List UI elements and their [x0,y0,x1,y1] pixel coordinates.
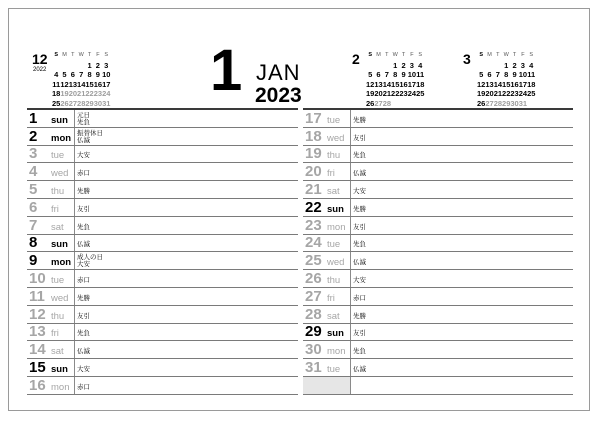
day-of-week: sun [327,203,344,215]
day-row[interactable] [27,128,298,146]
rokuyo-label: 赤口 [77,170,90,178]
day-number: 14 [29,341,46,359]
day-of-week: wed [51,168,69,180]
row-divider [74,110,75,127]
day-row[interactable] [303,146,573,164]
day-of-week: sat [327,310,340,322]
day-number: 30 [305,341,322,359]
day-row[interactable] [303,324,573,342]
mini-day: 14 [382,79,392,89]
mini-day: 4 [529,60,534,70]
day-of-week: sun [327,328,344,340]
mini-day: 1 [504,60,509,70]
day-of-week: fri [327,168,335,180]
mini-day: 15 [502,79,511,89]
mini-day: 15 [391,79,400,89]
mini-day [374,61,382,71]
day-number: 27 [305,287,322,305]
day-row[interactable] [303,181,573,199]
mini-day: 21 [493,89,503,99]
day-row[interactable] [303,270,573,288]
mini-day: 7 [495,70,500,80]
day-row[interactable] [303,217,573,235]
rokuyo-label: 友引 [353,330,366,338]
rokuyo-label: 仏滅 [77,136,90,144]
day-of-week: sat [327,185,340,197]
mini-weekday-header: M [62,52,67,58]
row-divider [74,199,75,216]
row-divider [350,163,351,180]
mini-day: 13 [485,79,494,89]
row-divider [350,128,351,145]
mini-weekday-header: M [376,52,381,58]
day-row[interactable] [27,270,298,288]
rokuyo-label: 赤口 [77,383,90,391]
day-row[interactable] [303,306,573,324]
rokuyo-label: 先負 [353,152,366,160]
mini-day: 9 [95,70,100,80]
day-number: 9 [29,252,38,270]
rokuyo-label: 大安 [77,152,90,160]
rokuyo-label: 赤口 [77,276,90,284]
mini-day: 29 [502,98,511,108]
mini-day: 31 [102,98,111,108]
day-row[interactable] [27,235,298,253]
day-number: 24 [305,234,322,252]
mini-day: 2 [95,60,100,70]
mini-grid [52,51,110,109]
day-of-week: wed [51,292,69,304]
rokuyo-label: 仏滅 [353,259,366,267]
row-divider [350,377,351,394]
mini-weekday-header: W [503,52,509,58]
mini-day: 3 [520,60,525,70]
row-divider [350,181,351,198]
day-number: 12 [29,305,46,323]
day-of-week: mon [327,221,346,233]
mini-day: 15 [85,79,94,89]
mini-day: 10 [102,70,111,80]
day-of-week: sun [51,239,68,251]
rokuyo-label: 友引 [353,134,366,142]
mini-day: 14 [77,79,86,89]
mini-day: 9 [401,70,406,80]
mini-day [366,61,374,71]
mini-day: 18 [416,79,425,89]
row-divider [350,341,351,358]
mini-day: 28 [77,98,86,108]
mini-day: 27 [485,98,494,108]
mini-day: 21 [77,89,86,99]
mini-weekday-header: S [529,52,534,58]
mini-day: 17 [102,79,111,89]
rokuyo-label: 先勝 [353,205,366,213]
mini-day: 10 [407,70,417,80]
day-row[interactable] [27,341,298,359]
day-of-week: thu [51,310,65,322]
row-divider [74,341,75,358]
row-divider [350,306,351,323]
mini-weekday-header: S [479,52,483,58]
mini-day: 8 [87,70,92,80]
day-row[interactable] [303,235,573,253]
day-row[interactable] [27,288,298,306]
mini-weekday-header: S [368,52,372,58]
mini-day: 17 [518,79,528,89]
row-divider [350,110,351,127]
mini-day: 25 [527,89,536,99]
mini-weekday-header: W [78,52,84,58]
day-number: 13 [29,323,46,341]
day-number: 23 [305,216,322,234]
mini-day: 12 [477,79,486,89]
mini-day: 25 [52,98,61,108]
holiday-label: 成人の日 [77,254,103,262]
rokuyo-label: 先勝 [353,312,366,320]
mini-day [477,61,485,71]
mini-day: 9 [512,70,517,80]
day-row[interactable] [303,341,573,359]
day-row[interactable] [303,199,573,217]
rokuyo-label: 先勝 [77,187,90,195]
rokuyo-label: 赤口 [353,294,366,302]
rokuyo-label: 先勝 [353,116,366,124]
row-divider [74,306,75,323]
mini-day: 30 [510,98,519,108]
day-number: 5 [29,180,38,198]
mini-day: 19 [60,89,69,99]
mini-day: 26 [477,98,486,108]
day-of-week: mon [51,257,72,269]
mini-day: 16 [510,79,519,89]
day-row[interactable] [27,377,298,395]
day-number: 7 [29,216,38,234]
row-divider [74,146,75,163]
rokuyo-label: 仏滅 [77,241,90,249]
mini-grid [366,51,424,109]
mini-day: 14 [493,79,503,89]
rokuyo-label: 大安 [77,261,90,269]
mini-day: 7 [384,70,389,80]
mini-day: 19 [477,89,486,99]
mini-day: 30 [93,98,103,108]
row-divider [74,324,75,341]
rokuyo-label: 大安 [353,276,366,284]
day-row[interactable] [303,110,573,128]
mini-weekday-header: F [410,52,414,58]
mini-day: 16 [93,79,103,89]
day-row[interactable] [303,377,573,395]
mini-day: 27 [374,98,383,108]
row-divider [74,252,75,269]
mini-day: 24 [407,89,417,99]
mini-grid [477,51,535,109]
day-number: 19 [305,145,322,163]
row-divider [74,270,75,287]
mini-day: 8 [393,70,398,80]
mini-weekday-header: S [54,52,58,58]
day-number: 15 [29,358,46,376]
mini-day [69,61,77,71]
day-number: 22 [305,198,322,216]
row-divider [74,377,75,394]
mini-day [485,61,493,71]
day-number: 8 [29,234,38,252]
day-of-week: thu [327,150,341,162]
day-of-week: fri [327,292,335,304]
mini-day: 4 [54,70,59,80]
day-of-week: tue [327,363,341,375]
holiday-label: 元日 [77,112,90,119]
day-number: 4 [29,163,38,181]
mini-weekday-header: F [521,52,525,58]
day-number: 21 [305,180,322,198]
row-divider [350,288,351,305]
mini-weekday-header: T [87,52,92,58]
mini-day [52,61,60,71]
day-of-week: thu [51,185,65,197]
mini-day [494,61,502,71]
day-row[interactable] [27,359,298,377]
rokuyo-label: 先負 [353,348,366,356]
mini-weekday-header: F [96,52,100,58]
mini-day: 6 [376,70,381,80]
mini-day: 2 [512,60,517,70]
row-divider [74,235,75,252]
row-divider [74,359,75,376]
day-of-week: mon [51,132,72,144]
mini-day: 8 [504,70,509,80]
day-row[interactable] [27,217,298,235]
month-name: JAN [256,60,301,85]
mini-day: 12 [60,79,69,89]
mini-day: 19 [366,89,375,99]
day-of-week: tue [327,239,341,251]
day-row[interactable] [27,163,298,181]
day-row[interactable] [303,288,573,306]
day-number: 17 [305,109,322,127]
mini-day: 5 [62,70,67,80]
day-number: 26 [305,269,322,287]
row-divider [350,252,351,269]
row-divider [74,163,75,180]
mini-day: 1 [87,60,92,70]
mini-day: 26 [60,98,69,108]
month-number: 1 [210,38,243,103]
row-divider [74,217,75,234]
mini-day: 22 [391,89,400,99]
mini-day: 7 [79,70,84,80]
day-of-week: fri [51,203,59,215]
mini-month-number: 12 [32,51,48,67]
day-row[interactable] [303,128,573,146]
day-number: 10 [29,269,46,287]
mini-month-number: 2 [352,51,360,67]
blank-cell [303,377,350,394]
rokuyo-label: 仏滅 [353,170,366,178]
day-number: 2 [29,127,38,145]
mini-day: 26 [366,98,375,108]
rokuyo-label: 先負 [77,119,90,126]
day-number: 18 [305,127,322,145]
day-row[interactable] [27,324,298,342]
row-divider [74,181,75,198]
mini-weekday-header: W [392,52,398,58]
rokuyo-label: 大安 [77,365,90,373]
rokuyo-label: 先負 [77,223,90,231]
mini-day: 27 [68,98,78,108]
day-number: 3 [29,145,38,163]
day-row[interactable] [303,252,573,270]
rokuyo-label: 先勝 [77,294,90,302]
mini-weekday-header: T [512,52,517,58]
day-number: 31 [305,358,322,376]
row-divider [74,128,75,145]
rokuyo-label: 仏滅 [77,348,90,356]
row-divider [350,235,351,252]
day-of-week: wed [327,257,345,269]
rokuyo-label: 友引 [77,205,90,213]
mini-day: 2 [401,60,406,70]
mini-month-number: 3 [463,51,471,67]
day-number: 11 [29,287,45,305]
mini-day: 10 [518,70,528,80]
day-of-week: mon [327,346,346,358]
day-row[interactable] [303,163,573,181]
mini-day: 28 [382,98,392,108]
mini-day: 11 [527,70,536,80]
mini-weekday-header: S [418,52,423,58]
mini-day: 16 [399,79,408,89]
day-of-week: sat [51,221,64,233]
day-of-week: mon [51,381,70,393]
holiday-label: 振替休日 [77,129,103,137]
days-column-left [27,108,298,395]
day-of-week: sun [51,363,68,375]
mini-weekday-header: S [104,52,109,58]
rokuyo-label: 大安 [353,187,366,195]
days-column-right [303,108,573,395]
mini-day: 25 [416,89,425,99]
day-number: 25 [305,252,322,270]
mini-day: 20 [68,89,78,99]
mini-day: 29 [85,98,94,108]
day-of-week: tue [327,114,341,126]
day-number: 29 [305,323,322,341]
day-number: 1 [29,109,38,127]
mini-day: 5 [368,70,373,80]
rokuyo-label: 先負 [353,241,366,249]
mini-day: 13 [374,79,383,89]
day-of-week: sat [51,346,64,358]
row-divider [350,199,351,216]
mini-day: 17 [407,79,417,89]
day-of-week: fri [51,328,59,340]
mini-day: 3 [104,60,109,70]
day-number: 6 [29,198,38,216]
row-divider [350,146,351,163]
mini-day: 21 [382,89,392,99]
row-divider [350,217,351,234]
mini-weekday-header: M [487,52,492,58]
day-of-week: tue [51,150,65,162]
mini-day: 13 [68,79,78,89]
year: 2023 [255,84,302,107]
mini-day: 1 [393,60,398,70]
day-number: 16 [29,376,46,394]
row-divider [74,288,75,305]
day-row[interactable] [27,252,298,270]
mini-day: 6 [487,70,492,80]
row-divider [350,324,351,341]
mini-day: 22 [85,89,94,99]
day-of-week: tue [51,274,65,286]
mini-day [77,61,85,71]
mini-day: 23 [510,89,519,99]
mini-day: 6 [70,70,75,80]
mini-day: 11 [52,79,61,89]
rokuyo-label: 先負 [77,330,90,338]
day-number: 20 [305,163,322,181]
rokuyo-label: 仏滅 [353,365,366,373]
day-row[interactable] [27,110,298,128]
day-row[interactable] [27,181,298,199]
day-row[interactable] [27,146,298,164]
mini-day: 20 [374,89,383,99]
mini-day: 4 [418,60,423,70]
mini-day: 22 [502,89,511,99]
row-divider [350,359,351,376]
mini-day [383,61,391,71]
mini-day: 5 [479,70,484,80]
mini-day: 18 [527,79,536,89]
row-divider [350,270,351,287]
mini-weekday-header: T [496,52,500,58]
rokuyo-label: 友引 [77,312,90,320]
mini-weekday-header: T [385,52,389,58]
day-of-week: wed [327,132,345,144]
mini-day: 3 [409,60,414,70]
mini-day: 23 [93,89,103,99]
day-row[interactable] [27,199,298,217]
mini-weekday-header: T [71,52,75,58]
mini-weekday-header: T [401,52,406,58]
mini-day: 24 [102,89,111,99]
day-number: 28 [305,305,322,323]
mini-day: 24 [518,89,528,99]
day-of-week: thu [327,274,341,286]
day-row[interactable] [303,359,573,377]
mini-day: 18 [52,89,61,99]
rokuyo-label: 友引 [353,223,366,231]
mini-day: 28 [493,98,503,108]
mini-day: 11 [416,70,425,80]
mini-day [60,61,68,71]
mini-year: 2022 [33,67,47,73]
day-row[interactable] [27,306,298,324]
mini-day: 23 [399,89,408,99]
mini-day: 31 [518,98,528,108]
mini-day: 20 [485,89,494,99]
day-of-week: sun [51,114,68,126]
mini-day: 12 [366,79,375,89]
